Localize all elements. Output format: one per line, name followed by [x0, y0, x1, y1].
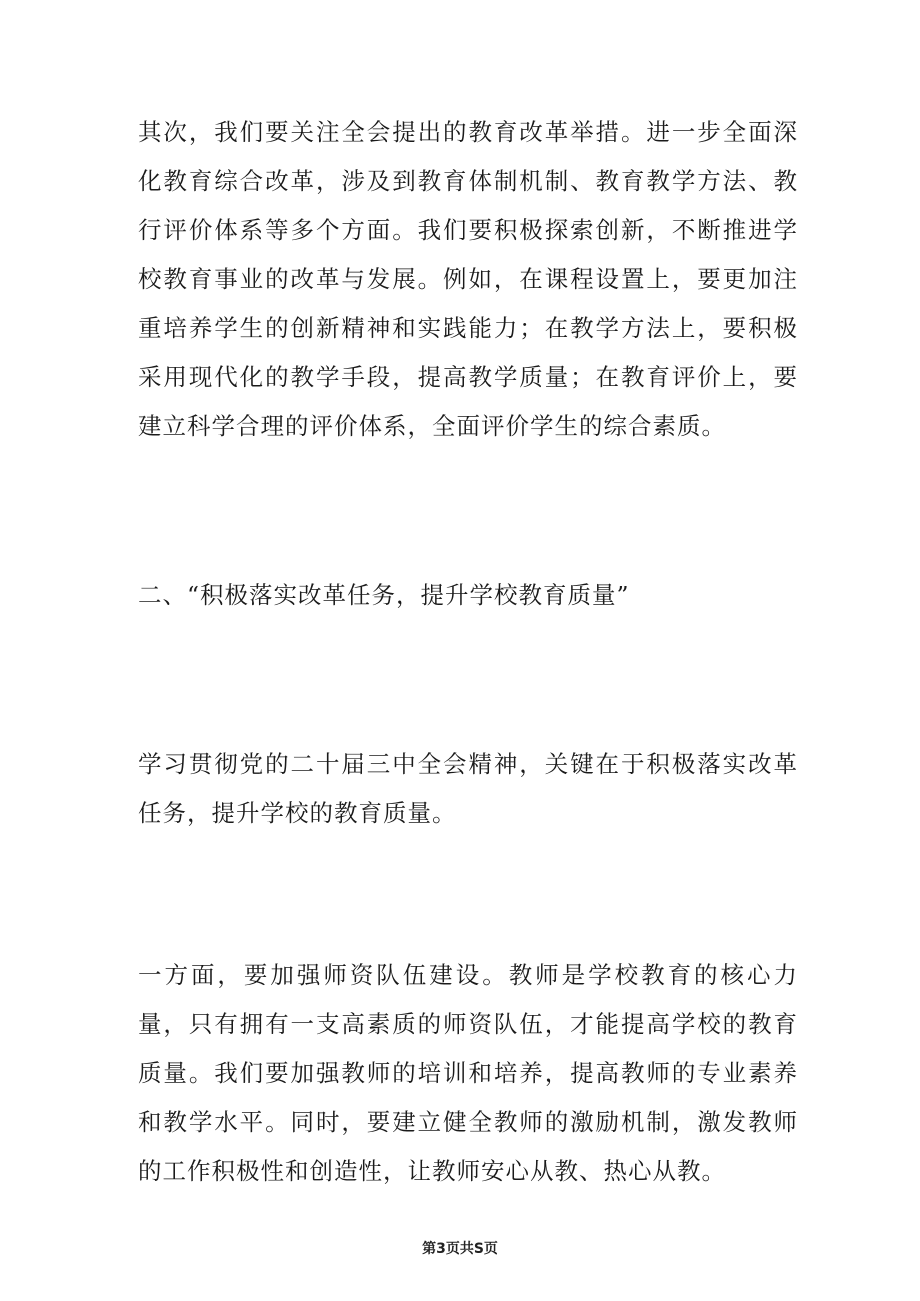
paragraph-education-reform: 其次，我们要关注全会提出的教育改革举措。进一步全面深化教育综合改革，涉及到教育体制机制、教育教学方法、教行评价体系等多个方面。我们要积极探索创新，不断推进学校教育事业的改革与发展。例如，在课程设置上，要更加注重培养学生的创新精神和实践能力；在教学方法上，要积极采用现代化的教学手段，提高教学质量；在教育评价上，要建立科学合理的评价体系，全面评价学生的综合素质。	[138, 118, 798, 440]
section-heading: 二、“积极落实改革任务，提升学校教育质量”	[138, 581, 630, 609]
paragraph-implement-tasks: 学习贯彻党的二十届三中全会精神，关键在于积极落实改革任务，提升学校的教育质量。	[138, 750, 798, 827]
page-number-footer: 第3页共S页	[422, 1241, 498, 1257]
paragraph-teacher-team: 一方面，要加强师资队伍建设。教师是学校教育的核心力量，只有拥有一支高素质的师资队伍，才能提高学校的教育质量。我们要加强教师的培训和培养，提高教师的专业素养和教学水平。同时，要建立健全教师的激励机制，激发教师的工作积极性和创造性，让教师安心从教、热心从教。	[138, 961, 798, 1185]
